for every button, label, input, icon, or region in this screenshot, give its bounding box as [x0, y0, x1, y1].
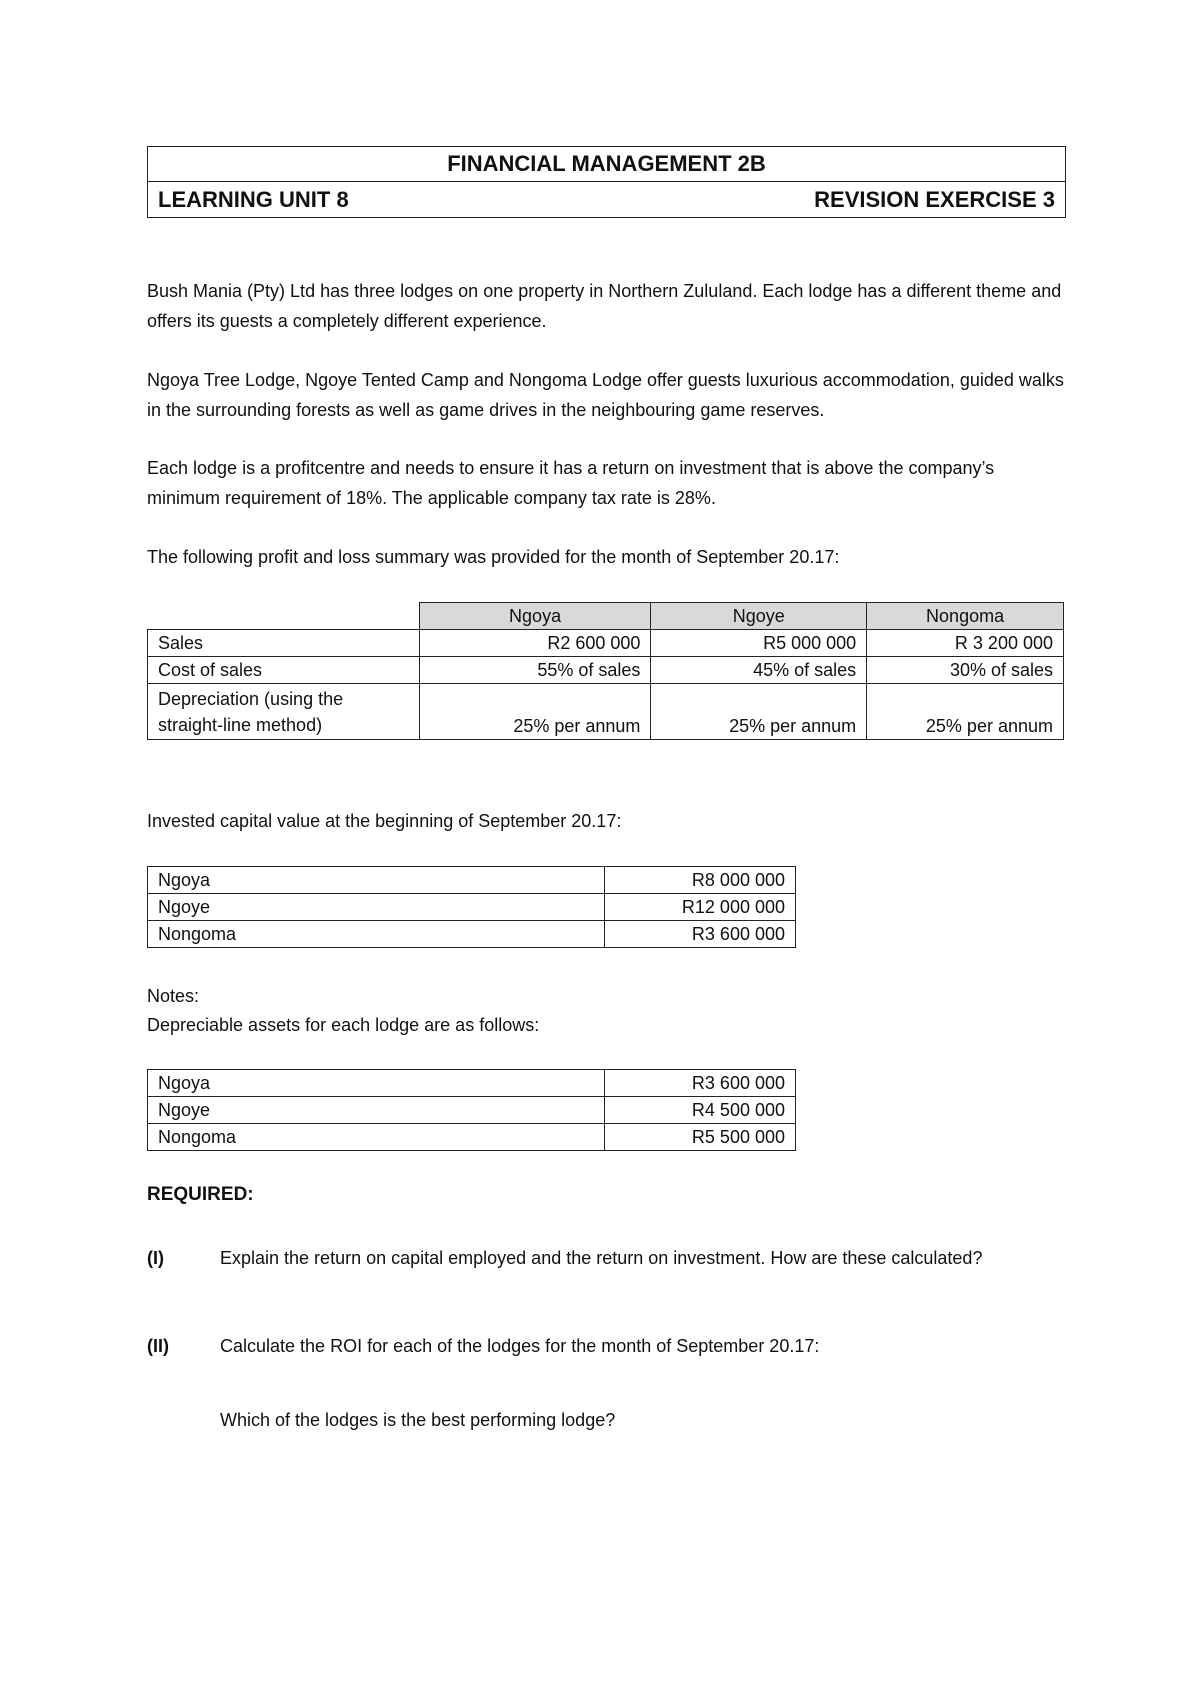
- question-text: Which of the lodges is the best performing lodge?: [220, 1410, 616, 1430]
- asset-value: R5 500 000: [605, 1124, 796, 1151]
- learning-unit: LEARNING UNIT 8: [158, 186, 349, 212]
- column-header: Nongoma: [867, 603, 1064, 630]
- row-label: Cost of sales: [148, 657, 420, 684]
- table-corner: [148, 603, 420, 630]
- row-label-line: straight-line method): [158, 714, 323, 735]
- header-box: [147, 146, 1066, 218]
- table-row: [148, 1124, 796, 1151]
- table-row: [148, 630, 1064, 657]
- column-header: Ngoye: [651, 603, 867, 630]
- table-row: [148, 657, 1064, 684]
- capital-value: R3 600 000: [605, 921, 796, 948]
- table-cell: 30% of sales: [867, 657, 1064, 684]
- table-cell: 55% of sales: [419, 657, 651, 684]
- row-label: [148, 684, 420, 740]
- course-title: FINANCIAL MANAGEMENT 2B: [148, 147, 1065, 182]
- capital-table: [147, 866, 796, 948]
- paragraph-intro: Bush Mania (Pty) Ltd has three lodges on one property in Northern Zululand. Each lodge has a different theme and offers its guests a completely different experience.: [147, 281, 1062, 331]
- asset-value: R4 500 000: [605, 1097, 796, 1124]
- paragraph-pl-intro: The following profit and loss summary was provided for the month of September 20.17:: [147, 547, 840, 567]
- table-row: [148, 684, 1064, 740]
- table-cell: R2 600 000: [419, 630, 651, 657]
- question-text: Calculate the ROI for each of the lodges for the month of September 20.17:: [220, 1336, 820, 1356]
- table-row: [148, 921, 796, 948]
- table-cell: 25% per annum: [651, 684, 867, 740]
- notes-intro: Depreciable assets for each lodge are as follows:: [147, 1015, 540, 1035]
- lodge-name: Ngoye: [148, 1097, 605, 1124]
- table-row: [148, 894, 796, 921]
- lodge-name: Ngoya: [148, 867, 605, 894]
- table-cell: 25% per annum: [867, 684, 1064, 740]
- question-label: (I): [147, 1248, 164, 1268]
- question-2: [147, 1331, 1067, 1361]
- lodge-name: Ngoya: [148, 1070, 605, 1097]
- exercise-title: REVISION EXERCISE 3: [814, 186, 1055, 212]
- table-row: [148, 1097, 796, 1124]
- table-cell: 45% of sales: [651, 657, 867, 684]
- question-label: (II): [147, 1336, 169, 1356]
- depreciable-assets-table: [147, 1069, 796, 1151]
- table-cell: 25% per annum: [419, 684, 651, 740]
- table-cell: R5 000 000: [651, 630, 867, 657]
- notes-title: Notes:: [147, 986, 200, 1006]
- capital-value: R8 000 000: [605, 867, 796, 894]
- question-text: Explain the return on capital employed and the return on investment. How are these calculated?: [220, 1248, 983, 1268]
- table-row: [148, 1070, 796, 1097]
- capital-value: R12 000 000: [605, 894, 796, 921]
- row-label-line: Depreciation (using the: [158, 688, 344, 709]
- row-label: Sales: [148, 630, 420, 657]
- header-subrow: [148, 182, 1065, 217]
- asset-value: R3 600 000: [605, 1070, 796, 1097]
- table-row: [148, 867, 796, 894]
- table-header-row: [148, 603, 1064, 630]
- question-label-spacer: [147, 1405, 220, 1435]
- lodge-name: Nongoma: [148, 1124, 605, 1151]
- required-heading: REQUIRED:: [147, 1184, 254, 1205]
- lodge-name: Ngoye: [148, 894, 605, 921]
- lodge-name: Nongoma: [148, 921, 605, 948]
- capital-intro: Invested capital value at the beginning of September 20.17:: [147, 811, 622, 831]
- paragraph-lodges: Ngoya Tree Lodge, Ngoye Tented Camp and Nongoma Lodge offer guests luxurious accommodation, guided walks in the surrounding forests as well as game drives in the neighbouring game reserves.: [147, 370, 1064, 420]
- column-header: Ngoya: [419, 603, 651, 630]
- paragraph-roi-requirement: Each lodge is a profitcentre and needs to ensure it has a return on investment that is above the company’s minimum requirement of 18%. The applicable company tax rate is 28%.: [147, 458, 995, 508]
- question-2-followup: [147, 1405, 1067, 1435]
- table-cell: R 3 200 000: [867, 630, 1064, 657]
- question-1: [147, 1243, 1067, 1273]
- profit-loss-table: [147, 602, 1064, 740]
